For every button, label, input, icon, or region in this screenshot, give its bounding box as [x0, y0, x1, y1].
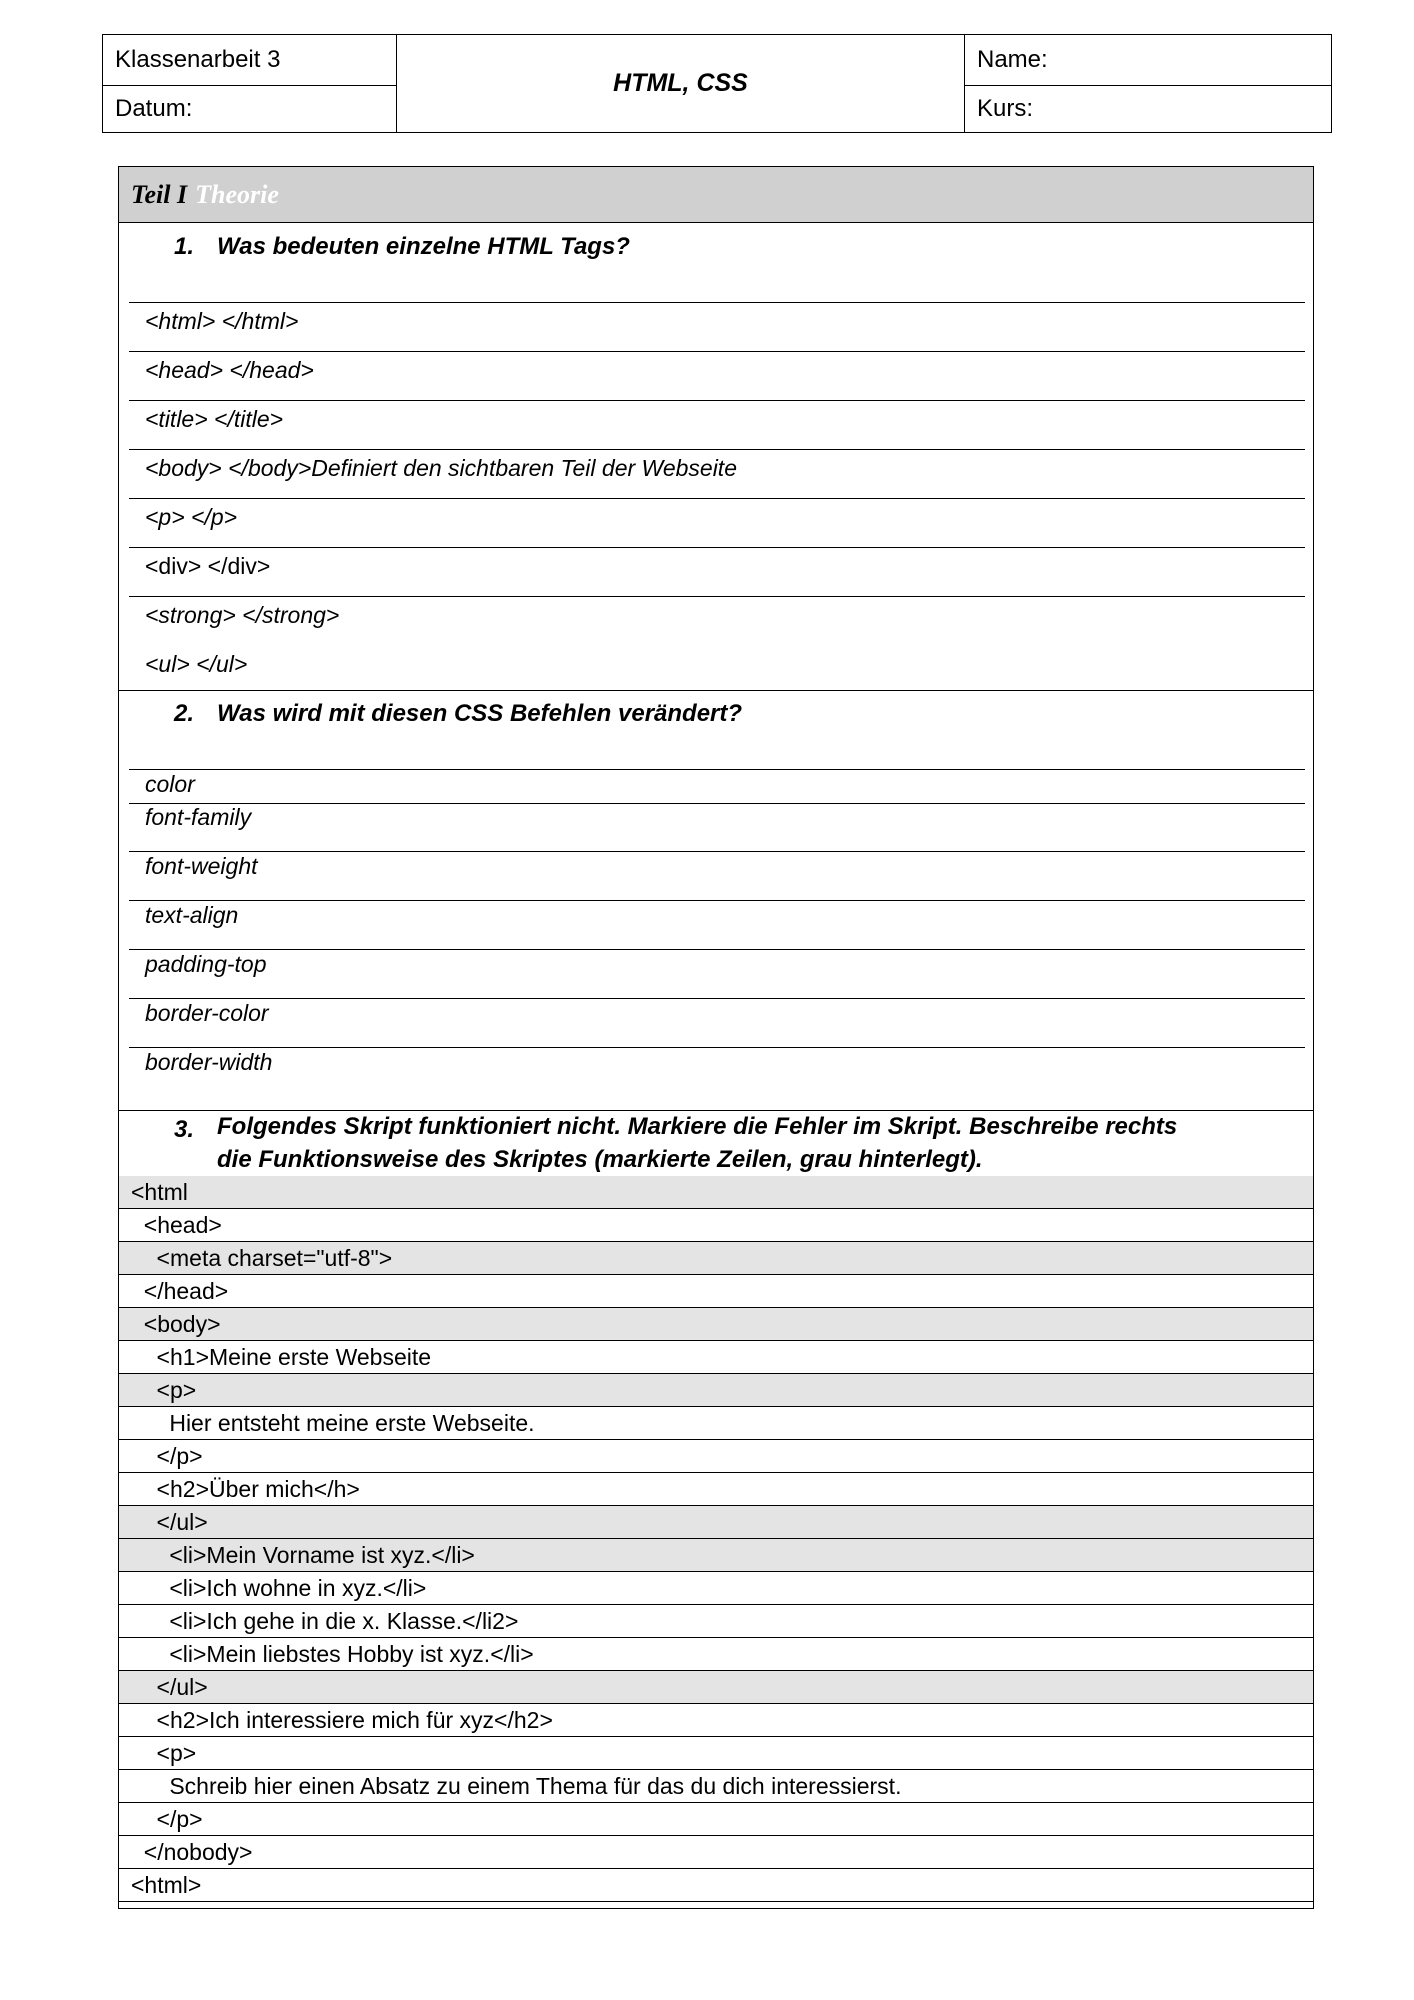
question-3-text: Folgendes Skript funktioniert nicht. Markiere die Fehler im Skript. Beschreibe rechts die Funktionsweise des Skriptes (markierte Zeilen, grau hinterlegt). — [217, 1113, 1178, 1173]
code-line[interactable] — [119, 1539, 1313, 1572]
code-line[interactable] — [119, 1176, 1313, 1209]
code-line-text: <html — [131, 1179, 188, 1205]
code-line-text: <li>Ich wohne in xyz.</li> — [131, 1575, 427, 1601]
kurs-field[interactable]: Kurs: — [964, 86, 1331, 132]
answer-line — [129, 998, 1305, 999]
html-tag-row[interactable]: <strong> </strong> — [145, 602, 340, 628]
code-line[interactable] — [119, 1803, 1313, 1836]
exam-section — [118, 166, 1314, 1909]
code-line-text: <li>Ich gehe in die x. Klasse.</li2> — [131, 1608, 519, 1634]
css-property-row[interactable]: text-align — [145, 902, 239, 928]
code-line[interactable] — [119, 1638, 1313, 1671]
answer-line — [129, 547, 1305, 548]
code-line-text: </p> — [131, 1806, 203, 1832]
css-property-row[interactable]: font-weight — [145, 853, 258, 879]
answer-line — [129, 803, 1305, 804]
code-line-text: </ul> — [131, 1674, 208, 1700]
html-tag-row[interactable]: <div> </div> — [145, 553, 271, 579]
html-tag-row[interactable]: <body> </body>Definiert den sichtbaren Teil der Webseite — [145, 455, 737, 481]
html-tag-row[interactable]: <ul> </ul> — [145, 651, 248, 677]
code-line-text: </nobody> — [131, 1839, 253, 1865]
code-line[interactable] — [119, 1671, 1313, 1704]
code-line[interactable] — [119, 1737, 1313, 1770]
code-line-text: <h2>Über mich</h> — [131, 1476, 360, 1502]
answer-line — [129, 449, 1305, 450]
code-line-text: </ul> — [131, 1509, 208, 1535]
code-line-text: <li>Mein liebstes Hobby ist xyz.</li> — [131, 1641, 534, 1667]
subject-title: HTML, CSS — [613, 69, 748, 97]
question-2-number: 2. — [174, 700, 195, 727]
code-line[interactable] — [119, 1242, 1313, 1275]
code-line-text: <p> — [131, 1740, 197, 1766]
code-line[interactable] — [119, 1308, 1313, 1341]
code-line[interactable] — [119, 1836, 1313, 1869]
answer-line — [129, 498, 1305, 499]
code-line[interactable] — [119, 1407, 1313, 1440]
code-line[interactable] — [119, 1869, 1313, 1902]
datum-field[interactable]: Datum: — [103, 86, 397, 132]
section-label: Teil I — [131, 179, 188, 209]
name-field[interactable]: Name: — [964, 35, 1331, 86]
css-property-row[interactable]: border-width — [145, 1049, 273, 1075]
code-line-text: </head> — [131, 1278, 229, 1304]
header-table — [102, 34, 1332, 133]
html-tag-row[interactable]: <html> </html> — [145, 308, 299, 334]
section-sub: Theorie — [195, 179, 279, 209]
html-tag-row[interactable]: <head> </head> — [145, 357, 314, 383]
question-2-text: Was wird mit diesen CSS Befehlen verändert? — [217, 700, 743, 727]
code-line-text: <h2>Ich interessiere mich für xyz</h2> — [131, 1707, 553, 1733]
code-line[interactable] — [119, 1506, 1313, 1539]
code-line-text: Hier entsteht meine erste Webseite. — [131, 1410, 535, 1436]
question-3-number: 3. — [174, 1116, 195, 1143]
code-line-text: Schreib hier einen Absatz zu einem Thema für das du dich interessierst. — [131, 1773, 902, 1799]
code-line-text: <li>Mein Vorname ist xyz.</li> — [131, 1542, 475, 1568]
code-line[interactable] — [119, 1572, 1313, 1605]
css-property-row[interactable]: font-family — [145, 804, 252, 830]
answer-line — [129, 400, 1305, 401]
code-line-text: <head> — [131, 1212, 222, 1238]
question-1-text: Was bedeuten einzelne HTML Tags? — [217, 233, 630, 260]
code-line[interactable] — [119, 1605, 1313, 1638]
code-line[interactable] — [119, 1341, 1313, 1374]
code-line[interactable] — [119, 1473, 1313, 1506]
answer-line — [129, 351, 1305, 352]
css-property-row[interactable]: border-color — [145, 1000, 269, 1026]
code-line[interactable] — [119, 1704, 1313, 1737]
css-property-row[interactable]: padding-top — [145, 951, 267, 977]
code-line[interactable] — [119, 1440, 1313, 1473]
css-property-row[interactable]: color — [145, 771, 195, 797]
code-line-text: <h1>Meine erste Webseite — [131, 1344, 432, 1370]
answer-line — [129, 851, 1305, 852]
question-1-number: 1. — [174, 233, 195, 260]
answer-line — [129, 596, 1305, 597]
answer-line — [129, 900, 1305, 901]
question-3 — [119, 1110, 1313, 1176]
code-line-text: <html> — [131, 1872, 202, 1898]
answer-line — [129, 769, 1305, 770]
klassenarbeit-label: Klassenarbeit 3 — [103, 35, 397, 86]
code-line-text: </p> — [131, 1443, 203, 1469]
section-header — [119, 167, 1313, 223]
code-line-text: <p> — [131, 1377, 197, 1403]
code-line-text: <body> — [131, 1311, 221, 1337]
separator — [119, 690, 1313, 691]
answer-line — [129, 1047, 1305, 1048]
answer-line — [129, 949, 1305, 950]
code-line[interactable] — [119, 1770, 1313, 1803]
answer-line — [129, 302, 1305, 303]
code-line[interactable] — [119, 1275, 1313, 1308]
html-tag-row[interactable]: <title> </title> — [145, 406, 284, 432]
code-line[interactable] — [119, 1209, 1313, 1242]
code-line[interactable] — [119, 1374, 1313, 1407]
code-line-text: <meta charset="utf-8"> — [131, 1245, 393, 1271]
html-tag-row[interactable]: <p> </p> — [145, 504, 238, 530]
